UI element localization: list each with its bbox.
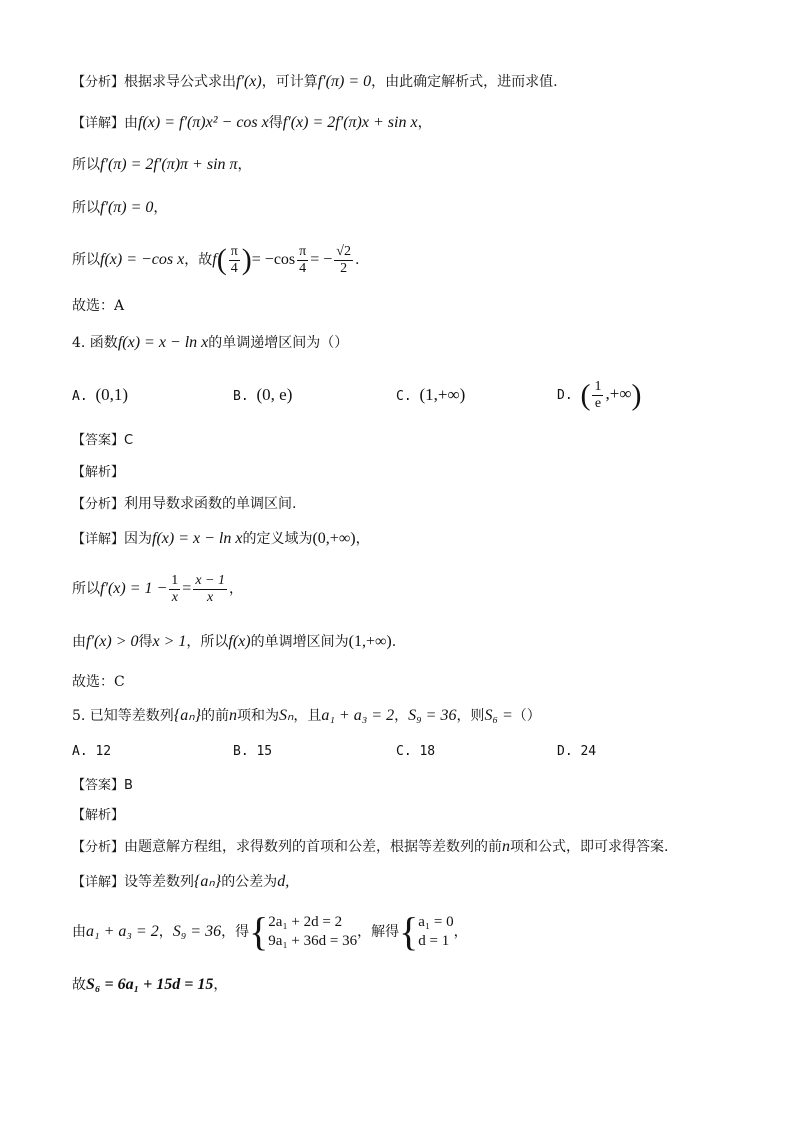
option-label: C. (396, 389, 412, 404)
detail-tag: 【详解】 (72, 532, 125, 547)
text: ，所以 (186, 634, 229, 650)
option-value: (0, e) (256, 385, 293, 404)
text: ， (158, 924, 173, 940)
math-expr: n (228, 707, 237, 724)
q3-line2 (72, 155, 252, 175)
text: 根据求导公式求出 (124, 74, 237, 90)
brace: { (249, 909, 269, 954)
math-expr: a₁ + a₃ = 2 (86, 923, 159, 940)
text: ，解得 (357, 924, 400, 940)
choice-text: 故选：A (72, 298, 125, 314)
math-expr: f′(x) (236, 73, 262, 90)
math-expr: = −cos (251, 251, 296, 268)
option-value: (0,1) (95, 385, 129, 404)
q3-choice (72, 296, 124, 316)
text: 由 (72, 924, 86, 940)
system-row: a₁ = 0 (418, 914, 454, 930)
q5-option-a (72, 744, 111, 759)
system-row: d = 1 (418, 933, 450, 949)
math-expr: d, (277, 873, 290, 890)
option-label: B. (233, 389, 249, 404)
analysis-tag: 【分析】 (72, 497, 125, 512)
text: 项和为 (236, 708, 279, 724)
math-expr: n (502, 838, 511, 855)
fraction-denominator: e (594, 396, 602, 411)
math-expr: S₆ = (484, 707, 513, 724)
text: ， (355, 531, 370, 547)
q3-analysis-line (72, 72, 558, 93)
text: （） (512, 708, 541, 724)
answer-value: C (124, 433, 134, 448)
system-row: 9a₁ + 36d = 36 (268, 933, 358, 949)
option-label: D. (557, 744, 573, 759)
text: ， (237, 157, 252, 173)
text: 得 (138, 634, 153, 650)
text: . (354, 252, 360, 268)
solution-system (399, 909, 454, 954)
text: 所以 (72, 252, 100, 268)
math-expr: f(x) = x − ln x (152, 530, 243, 547)
option-value: (1,+∞) (419, 385, 466, 404)
paren-close: ) (241, 243, 252, 276)
text: 4. 函数 (72, 335, 118, 351)
fraction-numerator: 1 (594, 379, 602, 394)
fraction (193, 573, 227, 606)
text: 的单调增区间为 (250, 634, 349, 650)
detail-tag: 【详解】 (72, 875, 125, 890)
answer-value: B (124, 778, 133, 793)
fraction (334, 244, 353, 277)
math-expr: = (182, 580, 192, 597)
fraction-denominator: x (207, 589, 214, 605)
paren-open: ( (216, 243, 227, 276)
paren-close: ) (631, 378, 642, 412)
text: ， (229, 581, 243, 597)
q3-line4 (72, 240, 359, 280)
math-expr: x > 1 (152, 633, 187, 650)
q4-analysis (72, 494, 296, 515)
q5-option-c (396, 744, 435, 759)
fraction-numerator: √2 (336, 243, 351, 259)
text: 的前 (200, 708, 229, 724)
fraction (169, 573, 180, 606)
q4-explain-heading (72, 462, 124, 483)
option-label: D. (557, 388, 573, 403)
system-rows (418, 913, 453, 951)
q3-line3 (72, 198, 167, 218)
answer-tag: 【答案】 (72, 778, 125, 793)
option-label: C. (396, 744, 412, 759)
math-expr: f′(π) = 0 (100, 199, 154, 216)
q4-option-d (557, 372, 641, 418)
math-expr: f(x) = f′(π)x² − cos x (138, 114, 269, 131)
q4-detail (72, 529, 370, 550)
q4-stem (72, 333, 348, 353)
q5-explain-heading (72, 805, 124, 826)
fraction-denominator: 2 (340, 260, 348, 276)
brace: { (399, 909, 419, 954)
option-value: 12 (95, 744, 112, 759)
option-value: 15 (256, 744, 273, 759)
math-expr: S₉ = 36 (408, 707, 457, 724)
option-label: A. (72, 389, 88, 404)
detail-tag: 【详解】 (72, 116, 125, 131)
paren-open: ( (580, 378, 591, 412)
text: 的单调递增区间为（） (208, 335, 349, 351)
fraction (297, 244, 308, 277)
text: ， (394, 708, 409, 724)
answer-tag: 【答案】 (72, 433, 125, 448)
math-expr: f′(π) = 0 (317, 73, 372, 90)
text: 故 (72, 977, 86, 993)
text: 由 (72, 634, 86, 650)
fraction (229, 244, 240, 277)
text: ， (417, 115, 432, 131)
math-expr: (1,+∞) (348, 633, 392, 650)
text: 设等差数列 (124, 874, 195, 890)
text: ，且 (293, 708, 322, 724)
q5-option-d (557, 744, 596, 759)
text: ， (153, 200, 168, 216)
option-label: B. (233, 744, 249, 759)
analysis-tag: 【分析】 (72, 840, 125, 855)
analysis-tag: 【分析】 (72, 75, 125, 90)
math-expr: S₉ = 36 (172, 923, 222, 940)
math-expr: f(x) = −cos x (100, 251, 185, 268)
choice-text: 故选：C (72, 674, 125, 690)
text: 因为 (124, 531, 153, 547)
q4-option-a (72, 385, 128, 405)
text: 由题意解方程组，求得数列的首项和公差，根据等差数列的前 (124, 839, 503, 855)
math-expr: (0,+∞) (312, 530, 356, 547)
q4-option-b (233, 385, 292, 405)
q4-line2 (72, 569, 243, 609)
math-expr: Sₙ (278, 707, 294, 724)
option-value: 24 (580, 744, 597, 759)
math-expr: f′(x) > 0 (86, 633, 139, 650)
math-expr: S₆ = 6a₁ + 15d = 15 (86, 976, 214, 993)
q5-stem (72, 706, 541, 726)
math-expr: = − (310, 251, 333, 268)
math-expr: f(x) = x − ln x (117, 334, 209, 351)
math-f: f (212, 251, 217, 268)
text: 由 (124, 115, 139, 131)
q5-line3 (72, 975, 227, 995)
text: ，可计算 (261, 74, 318, 90)
text: 项和公式，即可求得答案. (510, 839, 669, 855)
fraction-denominator: x (171, 589, 178, 605)
text: ，故 (184, 252, 213, 268)
q5-option-b (233, 744, 272, 759)
math-expr: f′(x) = 2f′(π)x + sin x (282, 114, 418, 131)
system-rows (268, 913, 357, 951)
system-row: 2a₁ + 2d = 2 (268, 914, 343, 930)
text: 所以 (72, 200, 100, 216)
text: ，则 (456, 708, 485, 724)
fraction-numerator: π (299, 243, 307, 259)
text: ，由此确定解析式，进而求值. (371, 74, 558, 90)
text: ，得 (221, 924, 250, 940)
math-expr: a₁ + a₃ = 2 (321, 707, 395, 724)
fraction-numerator: x − 1 (195, 572, 225, 588)
fraction-numerator: 1 (171, 572, 179, 588)
q3-detail-line (72, 113, 432, 134)
math-expr: f′(x) = 1 − (100, 580, 168, 597)
q5-answer (72, 775, 133, 796)
q4-answer (72, 430, 133, 451)
text: 所以 (72, 581, 100, 597)
text: 利用导数求函数的单调区间. (124, 496, 297, 512)
text: 5. 已知等差数列 (72, 708, 174, 724)
fraction-denominator: 4 (230, 260, 238, 276)
text: . (391, 634, 397, 650)
q5-line2 (72, 910, 468, 954)
q4-option-c (396, 385, 465, 405)
fraction (592, 379, 603, 412)
q5-analysis (72, 837, 668, 858)
math-expr: f(x) (228, 633, 251, 650)
text: 的公差为 (221, 874, 278, 890)
text: 得 (268, 115, 283, 131)
fraction-denominator: 4 (299, 260, 307, 276)
q4-choice (72, 672, 125, 692)
text: 所以 (72, 157, 100, 173)
option-label: A. (72, 744, 88, 759)
fraction-numerator: π (230, 243, 238, 259)
text: 的定义域为 (242, 531, 313, 547)
text: ， (453, 924, 468, 940)
option-value-tail: ,+∞ (605, 384, 632, 403)
math-expr: {aₙ} (194, 873, 222, 890)
q4-line3 (72, 632, 396, 652)
option-value: 18 (419, 744, 436, 759)
equation-system (249, 909, 358, 954)
explain-tag: 【解析】 (72, 465, 125, 480)
text: ， (213, 977, 228, 993)
math-expr: {aₙ} (173, 707, 201, 724)
q5-detail (72, 872, 289, 893)
explain-tag: 【解析】 (72, 808, 125, 823)
math-expr: f′(π) = 2f′(π)π + sin π (100, 156, 238, 173)
